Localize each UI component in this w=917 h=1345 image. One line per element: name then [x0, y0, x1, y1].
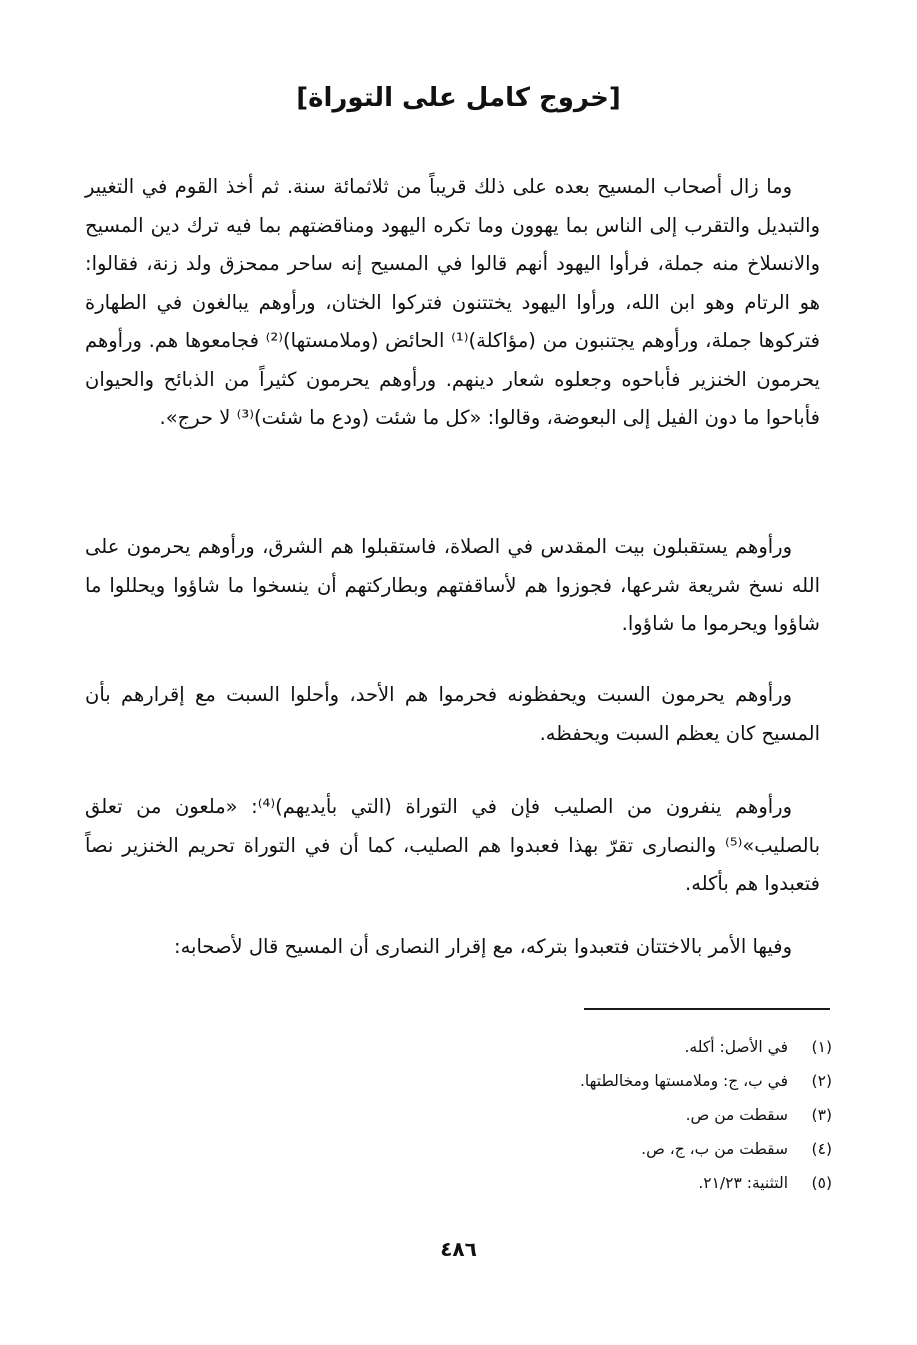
footnote-text: التثنية: ٢١/٢٣.: [698, 1174, 788, 1192]
paragraph-1: وما زال أصحاب المسيح بعده على ذلك قريباً من ثلاثمائة سنة. ثم أخذ القوم في التغيير والتبديل والتقرب إلى الناس بما يهوون وما تكره اليهود ومناقضتهم بما فيه ترك دين المسيح والانسلاخ منه جملة، فرأوا اليهود أنهم قالوا في المسيح إنه ساحر ممحزق ولد زنة، فقالوا: هو الرتام وهو ابن الله، ورأوا اليهود يختتنون فتركوا الختان، ورأوهم يبالغون في الطهارة فتركوها جملة، ورأوهم يجتنبون من (مؤاكلة)⁽¹⁾ الحائض (وملامستها)⁽²⁾ فجامعوها هم. ورأوهم يحرمون الخنزير فأباحوه وجعلوه شعار دينهم. ورأوهم يحرمون كثيراً من الذبائح والحيوان فأباحوا ما دون الفيل إلى البعوضة، وقالوا: «كل ما شئت (ودع ما شئت)⁽³⁾ لا حرج».: [85, 175, 820, 429]
footnote-5: [300, 1166, 832, 1200]
footnote-text: في ب، ج: وملامستها ومخالطتها.: [580, 1072, 788, 1090]
footnote-divider: [584, 1008, 830, 1010]
section-title: [خروج كامل على التوراة]: [296, 83, 621, 113]
paragraph-3: ورأوهم يحرمون السبت ويحفظونه فحرموا هم الأحد، وأحلوا السبت مع إقرارهم بأن المسيح كان يعظم السبت ويحفظه.: [85, 683, 820, 745]
footnote-text: سقطت من ص.: [685, 1106, 788, 1124]
footnote-4: [300, 1132, 832, 1166]
footnote-number: (٢): [811, 1072, 832, 1090]
footnotes-list: [300, 1030, 832, 1200]
paragraph-5: وفيها الأمر بالاختتان فتعبدوا بتركه، مع إقرار النصارى أن المسيح قال لأصحابه:: [174, 935, 792, 958]
paragraph-2: ورأوهم يستقبلون بيت المقدس في الصلاة، فاستقبلوا هم الشرق، ورأوهم يحرمون على الله نسخ شريعة شرعها، فجوزوا هم لأساقفتهم وبطاركتهم أن ينسخوا ما شاؤوا ويحللوا ما شاؤوا ويحرموا ما شاؤوا.: [85, 535, 820, 635]
footnote-number: (٤): [811, 1140, 832, 1158]
footnote-2: [300, 1064, 832, 1098]
footnote-text: سقطت من ب، ج، ص.: [641, 1140, 788, 1158]
footnote-number: (٣): [811, 1106, 832, 1124]
page-number: ٤٨٦: [440, 1237, 477, 1261]
paragraph-4: ورأوهم ينفرون من الصليب فإن في التوراة (التي بأيديهم)⁽⁴⁾: «ملعون من تعلق بالصليب»⁽⁵⁾ والنصارى تقرّ بهذا فعبدوا هم الصليب، كما أن في التوراة تحريم الخنزير نصاً فتعبدوا هم بأكله.: [85, 795, 820, 895]
footnote-1: [300, 1030, 832, 1064]
footnote-number: (٥): [811, 1174, 832, 1192]
footnote-text: في الأصل: أكله.: [684, 1038, 788, 1056]
footnote-number: (١): [811, 1038, 832, 1056]
footnote-3: [300, 1098, 832, 1132]
